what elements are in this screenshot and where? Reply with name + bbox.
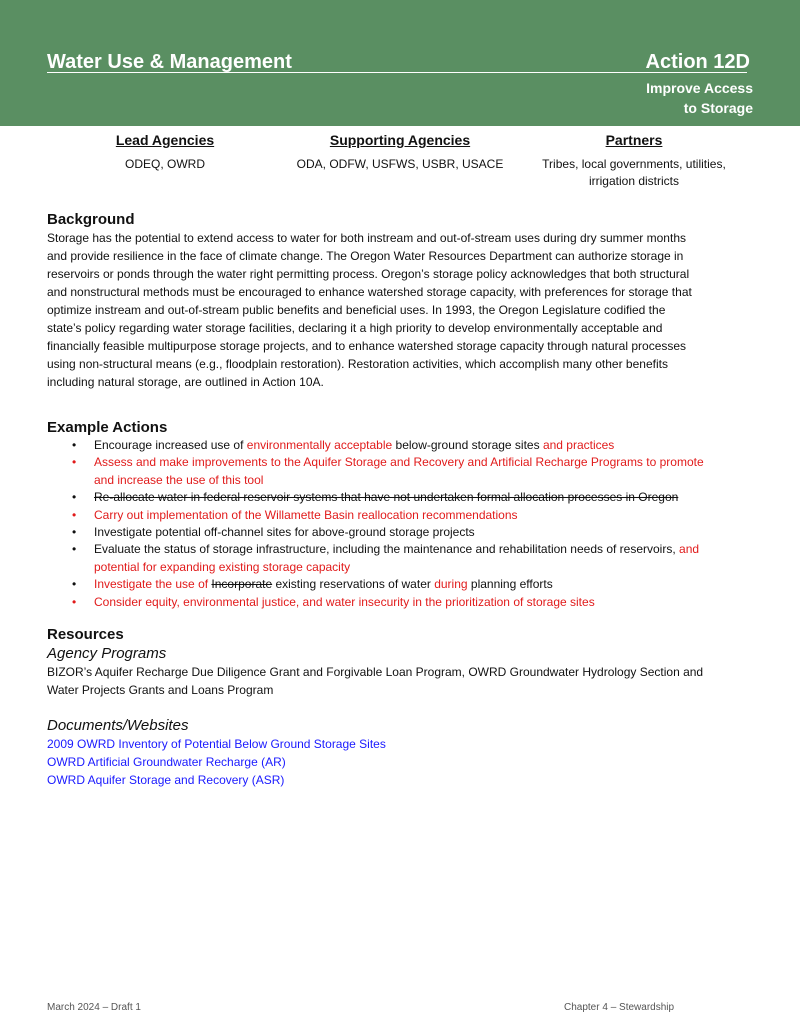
item-text: Evaluate the status of storage infrastructure, including the maintenance and rehabilitation needs of reservoirs, (94, 542, 680, 557)
example-actions-heading: Example Actions (47, 419, 168, 436)
action-title-line2: to Storage (683, 100, 753, 116)
deleted-text: Incorporate (211, 577, 273, 592)
bullet-icon: • (72, 525, 77, 540)
inserted-text: environmentally acceptable (246, 438, 393, 452)
inventory-link[interactable]: 2009 OWRD Inventory of Potential Below Ground Storage Sites (47, 737, 386, 751)
item-text: and increase the use of this tool (94, 472, 264, 487)
background-line: including natural storage, are outlined in Action 10A. (47, 375, 324, 389)
background-heading: Background (47, 211, 135, 228)
partners-value-line2: irrigation districts (588, 174, 680, 188)
artificial-recharge-link[interactable]: OWRD Artificial Groundwater Recharge (AR) (47, 755, 286, 769)
resources-heading: Resources (47, 626, 124, 643)
background-line: state’s policy regarding water storage facilities, declaring it a high priority to develop environmentally acceptable and (47, 321, 663, 335)
footer-chapter: Chapter 4 – Stewardship (564, 1002, 675, 1013)
agency-programs-text (47, 663, 757, 699)
background-line: reservoirs or ponds through the water right permitting process. Oregon’s storage policy acknowledges that both structural (47, 267, 690, 281)
background-line: and nonstructural methods must be encouraged to enhance watershed storage capacity, with preferences for storage that (47, 285, 692, 299)
bullet-icon: • (72, 455, 77, 470)
lead-agencies-label: Lead Agencies (115, 132, 215, 148)
item-text: Encourage increased use of (94, 438, 247, 452)
partners-label: Partners (605, 132, 663, 148)
item-text: planning efforts (467, 577, 553, 592)
inserted-text: potential for expanding existing storage capacity (94, 559, 351, 574)
bullet-icon: • (72, 542, 77, 557)
header-banner (0, 0, 800, 126)
agency-programs-line: Water Projects Grants and Loans Program (47, 683, 274, 697)
inserted-text: Carry out implementation of the Willamette Basin reallocation recommendations (94, 507, 518, 522)
list-item (72, 524, 757, 541)
list-item (72, 594, 757, 611)
section-title: Water Use & Management (47, 51, 292, 73)
example-actions-section (47, 419, 757, 611)
bullet-icon: • (72, 577, 77, 592)
item-text: Investigate potential off-channel sites for above-ground storage projects (94, 525, 475, 540)
documents-websites-heading: Documents/Websites (47, 717, 189, 734)
inserted-text: and practices (542, 438, 615, 452)
footer-date: March 2024 – Draft 1 (47, 1002, 141, 1013)
background-section (47, 211, 757, 391)
supporting-agencies-label: Supporting Agencies (329, 132, 471, 148)
action-number: Action 12D (645, 51, 750, 73)
action-title (646, 78, 753, 118)
list-item (72, 541, 757, 576)
background-line: Storage has the potential to extend access to water for both instream and out-of-stream uses during dry summer months (47, 231, 686, 245)
bullet-icon: • (72, 507, 77, 522)
lead-agencies (95, 131, 235, 173)
deleted-text: Re-allocate water in federal reservoir systems that have not undertaken formal allocation processes in Oregon (94, 490, 679, 505)
action-title-line1: Improve Access (646, 80, 753, 96)
inserted-text: Investigate the use of (94, 577, 212, 592)
example-actions-list (47, 437, 757, 611)
aquifer-storage-link[interactable]: OWRD Aquifer Storage and Recovery (ASR) (47, 773, 285, 787)
inserted-text: and (679, 542, 700, 557)
list-item (72, 437, 757, 454)
partners (524, 131, 744, 190)
resources-section (47, 626, 757, 789)
partners-value-line1: Tribes, local governments, utilities, (542, 157, 726, 171)
bullet-icon: • (72, 438, 77, 452)
item-text: existing reservations of water (272, 577, 435, 592)
inserted-text: during (434, 577, 468, 592)
bullet-icon: • (72, 594, 77, 609)
supporting-agencies-value: ODA, ODFW, USFWS, USBR, USACE (296, 157, 504, 171)
item-text: Assess and make improvements to the Aquifer Storage and Recovery and Artificial Recharge Programs to promote (94, 455, 704, 470)
background-line: optimize instream and out-of-stream public benefits and beneficial uses. In 1993, the Oregon Legislature codified the (47, 303, 666, 317)
bullet-icon: • (72, 490, 77, 505)
background-line: and provide resilience in the face of climate change. The Oregon Water Resources Department can authorize storage in (47, 249, 684, 263)
background-paragraph (47, 229, 757, 391)
item-text: below-ground storage sites (392, 438, 543, 452)
agency-programs-line: BIZOR’s Aquifer Recharge Due Diligence Grant and Forgivable Loan Program, OWRD Groundwater Hydrology Section and (47, 665, 704, 679)
list-item (72, 507, 757, 524)
list-item (72, 576, 757, 593)
background-line: financially feasible multipurpose storage projects, and to enhance watershed storage capacity through natural processes (47, 339, 687, 353)
agency-programs-heading: Agency Programs (47, 645, 167, 662)
lead-agencies-value: ODEQ, OWRD (125, 157, 205, 171)
supporting-agencies (285, 131, 515, 173)
background-line: using non-structural means (e.g., floodplain restoration). Restoration activities, which accomplish many other benefits (47, 357, 668, 371)
list-item (72, 454, 757, 489)
list-item (72, 489, 757, 506)
inserted-text: Consider equity, environmental justice, and water insecurity in the prioritization of storage sites (94, 594, 595, 609)
